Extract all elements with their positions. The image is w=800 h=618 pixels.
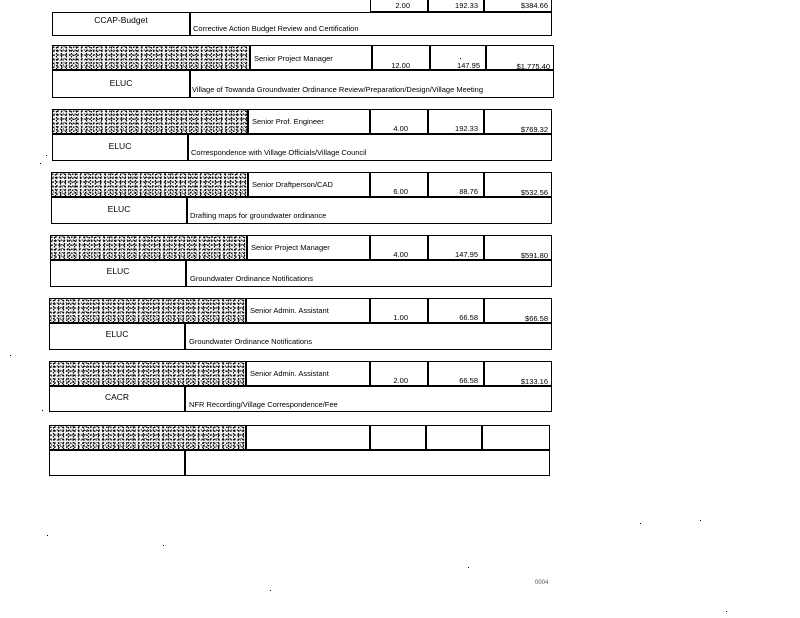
- code-label: ELUC: [107, 204, 131, 214]
- description-text: NFR Recording/Village Correspondence/Fee: [189, 400, 338, 409]
- redacted-block: [52, 45, 250, 70]
- hours-value: 12.00: [391, 61, 410, 70]
- scan-speck: [270, 590, 271, 591]
- scan-speck: [163, 545, 164, 546]
- code-label: ELUC: [105, 329, 129, 339]
- hours-cell: [370, 425, 426, 450]
- redacted-block: [51, 172, 248, 197]
- amount-value: $1,775.40: [516, 62, 550, 71]
- hours-value: 2.00: [393, 376, 408, 385]
- entry-eluc-1: [0, 45, 800, 97]
- entry-eluc-4: [0, 235, 800, 287]
- redacted-block: [49, 361, 246, 386]
- amount-value: $133.16: [520, 377, 548, 386]
- role-text: Senior Admin. Assistant: [250, 369, 329, 378]
- redacted-block: [52, 109, 248, 134]
- role-text: Senior Project Manager: [254, 54, 333, 63]
- hours-value: 2.00: [395, 1, 410, 10]
- description-text: Groundwater Ordinance Notifications: [189, 337, 312, 346]
- hours-value: 6.00: [393, 187, 408, 196]
- redacted-block: [50, 235, 247, 260]
- amount-value: $66.58: [525, 314, 548, 323]
- entry-cacr: [0, 361, 800, 413]
- role-text: Senior Draftperson/CAD: [252, 180, 333, 189]
- amount-value: $532.56: [520, 188, 548, 197]
- scan-speck: [42, 410, 43, 411]
- hours-value: 4.00: [393, 124, 408, 133]
- scan-speck: [468, 567, 469, 568]
- scan-speck: [700, 520, 701, 521]
- code-label: ELUC: [106, 266, 130, 276]
- scan-speck: [47, 535, 48, 536]
- rate-value: 66.58: [459, 376, 478, 385]
- rate-value: 88.76: [459, 187, 478, 196]
- amount-cell: [482, 425, 550, 450]
- code-label: CACR: [104, 392, 130, 402]
- entry-eluc-5: [0, 298, 800, 350]
- hours-value: 4.00: [393, 250, 408, 259]
- scan-speck: [40, 163, 41, 164]
- description-text: Correspondence with Village Officials/Village Council: [191, 148, 367, 157]
- amount-value: $769.32: [520, 125, 548, 134]
- description-cell: [185, 450, 550, 476]
- role-text: Senior Project Manager: [251, 243, 330, 252]
- entry-ccap-budget: [0, 0, 800, 40]
- scan-speck: [10, 355, 11, 356]
- entry-eluc-2: [0, 109, 800, 161]
- rate-value: 192.33: [455, 124, 478, 133]
- amount-value: $591.80: [520, 251, 548, 260]
- rate-value: 192.33: [455, 1, 478, 10]
- rate-cell: [426, 425, 482, 450]
- description-text: Drafting maps for groundwater ordinance: [190, 211, 327, 220]
- code-label: CCAP-Budget: [94, 15, 148, 25]
- page-mark: 0004: [535, 580, 549, 586]
- role-text: Senior Prof. Engineer: [252, 117, 324, 126]
- role-text: Senior Admin. Assistant: [250, 306, 329, 315]
- rate-value: 147.95: [455, 250, 478, 259]
- code-label: ELUC: [109, 78, 133, 88]
- scan-speck: [726, 611, 727, 612]
- description-text: Village of Towanda Groundwater Ordinance Review/Preparation/Design/Village Meeting: [192, 85, 484, 94]
- code-label: ELUC: [108, 141, 132, 151]
- role-cell: [246, 425, 370, 450]
- rate-value: 66.58: [459, 313, 478, 322]
- hours-value: 1.00: [393, 313, 408, 322]
- scan-speck: [640, 523, 641, 524]
- redacted-block: [49, 425, 246, 450]
- entry-eluc-3: [0, 172, 800, 224]
- description-text: Groundwater Ordinance Notifications: [190, 274, 313, 283]
- code-cell: [49, 450, 185, 476]
- redacted-block: [49, 298, 246, 323]
- scan-speck: [460, 58, 461, 59]
- amount-value: $384.66: [520, 1, 548, 10]
- entry-empty: [0, 425, 800, 477]
- description-text: Corrective Action Budget Review and Certification: [193, 24, 359, 33]
- scan-speck: [46, 155, 47, 156]
- rate-value: 147.95: [457, 61, 480, 70]
